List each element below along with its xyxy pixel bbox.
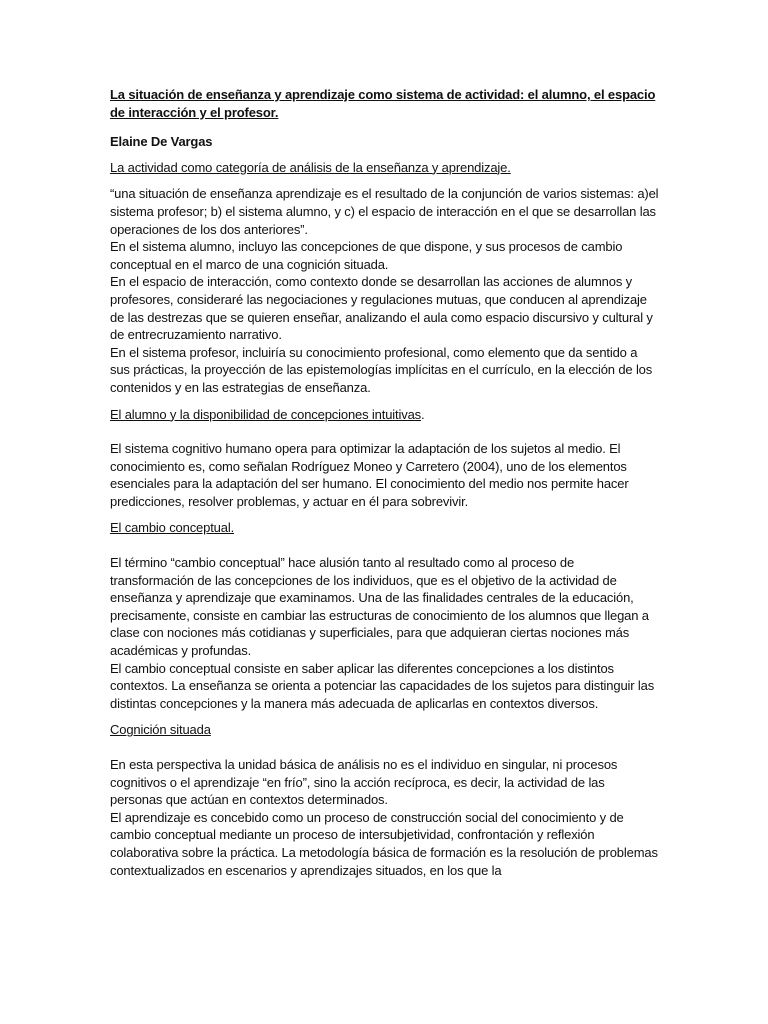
paragraph: El sistema cognitivo humano opera para optimizar la adaptación de los sujetos al medio. El conocimiento es, como señalan Rodríguez Moneo y Carretero (2004), uno de los elementos esenciales para la adaptación del ser humano. El conocimiento del medio nos permite hacer predicciones, resolver problemas, y actuar en él para sobrevivir. bbox=[110, 441, 629, 509]
paragraph: En esta perspectiva la unidad básica de análisis no es el individuo en singular, ni procesos cognitivos o el aprendizaje “en frío”, sino la acción recíproca, es decir, la actividad de las personas que actúan en contextos determinados. bbox=[110, 757, 618, 808]
document-title: La situación de enseñanza y aprendizaje como sistema de actividad: el alumno, el espacio de interacción y el profesor. bbox=[110, 87, 656, 120]
section-heading: Cognición situada bbox=[110, 722, 211, 738]
document-author: Elaine De Vargas bbox=[110, 134, 213, 150]
section-heading: La actividad como categoría de análisis de la enseñanza y aprendizaje. bbox=[110, 159, 511, 175]
paragraph: “una situación de enseñanza aprendizaje es el resultado de la conjunción de varios sistemas: a)el sistema profesor; b) el sistema alumno, y c) el espacio de interacción en el que se desarrollan las operaciones de los dos anteriores”. bbox=[110, 186, 659, 237]
paragraph: El aprendizaje es concebido como un proceso de construcción social del conocimiento y de cambio conceptual mediante un proceso de intersubjetividad, confrontación y reflexión colaborativa sobre la práctica. La metodología básica de formación es la resolución de problemas contextualizados en escenarios y aprendizajes situados, en los que la bbox=[110, 809, 658, 878]
section-heading: El cambio conceptual. bbox=[110, 520, 235, 536]
paragraph: En el sistema profesor, incluiría su conocimiento profesional, como elemento que da sentido a sus prácticas, la proyección de las epistemologías implícitas en el currículo, en la elección de los contenidos y en las estrategias de enseñanza. bbox=[110, 344, 653, 395]
paragraph: En el espacio de interacción, como contexto donde se desarrollan las acciones de alumnos y profesores, consideraré las negociaciones y regulaciones mutuas, que conducen al aprendizaje de las destrezas que se quieren enseñar, analizando el aula como espacio discursivo y cultural y de entrecruzamiento narrativo. bbox=[110, 274, 653, 343]
paragraph: En el sistema alumno, incluyo las concepciones de que dispone, y sus procesos de cambio conceptual en el marco de una cognición situada. bbox=[110, 239, 623, 272]
section-heading-row bbox=[110, 406, 660, 424]
document-page bbox=[110, 86, 660, 879]
section-heading: El alumno y la disponibilidad de concepciones intuitivas bbox=[110, 406, 422, 422]
paragraph: El cambio conceptual consiste en saber aplicar las diferentes concepciones a los distintos contextos. La enseñanza se orienta a potenciar las capacidades de los sujetos para distinguir las distintas concepciones y la manera más adecuada de aplicarlas en contextos diversos. bbox=[110, 660, 655, 711]
paragraph: El término “cambio conceptual” hace alusión tanto al resultado como al proceso de transformación de las concepciones de los individuos, que es el objetivo de la actividad de enseñanza y aprendizaje que examinamos. Una de las finalidades centrales de la educación, precisamente, consiste en cambiar las estructuras de conocimiento de los alumnos que llegan a clase con nociones más cotidianas y superficiales, para que adquieran ciertas nociones más académicas y profundas. bbox=[110, 555, 649, 659]
section-heading-suffix: . bbox=[421, 406, 425, 422]
